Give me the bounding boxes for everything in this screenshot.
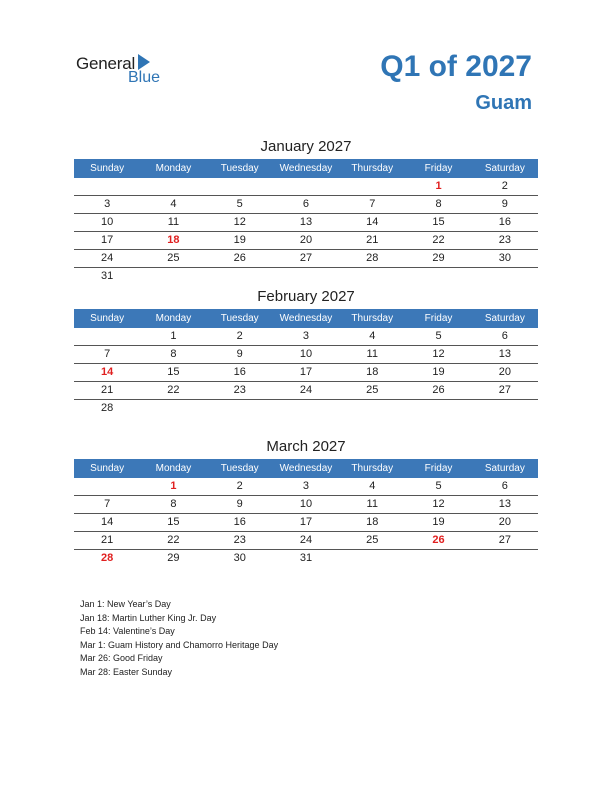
day-cell: 5 <box>435 330 442 342</box>
day-cell <box>339 268 405 285</box>
weekday-label: Thursday <box>351 463 394 474</box>
day-cell: 18 <box>167 234 180 246</box>
day-cell: 14 <box>101 366 114 378</box>
day-cell: 19 <box>432 516 445 528</box>
day-cell <box>140 400 206 417</box>
week-row <box>74 532 538 550</box>
month-march <box>74 437 538 567</box>
day-cell: 23 <box>233 384 246 396</box>
day-cell: 23 <box>498 234 511 246</box>
week-row <box>74 232 538 250</box>
day-cell: 1 <box>170 330 177 342</box>
day-cell: 3 <box>302 480 310 492</box>
day-cell: 17 <box>101 234 114 246</box>
day-cell: 2 <box>236 330 243 342</box>
day-cell <box>273 400 339 417</box>
week-row <box>74 496 538 514</box>
day-cell: 7 <box>369 198 376 210</box>
day-cell: 8 <box>435 198 442 210</box>
day-cell: 16 <box>233 366 246 378</box>
weekday-label: Tuesday <box>220 313 259 324</box>
day-cell: 29 <box>167 552 180 564</box>
holiday-note: Mar 1: Guam History and Chamorro Heritage Day <box>80 639 279 650</box>
weekday-label: Wednesday <box>279 163 333 174</box>
month-february <box>74 287 538 417</box>
day-cell: 13 <box>498 348 511 360</box>
holiday-note: Jan 1: New Year’s Day <box>80 599 171 609</box>
day-cell <box>273 178 339 195</box>
day-cell: 7 <box>104 498 111 510</box>
day-cell: 24 <box>299 534 313 546</box>
weekday-label: Friday <box>424 163 453 174</box>
day-cell <box>273 268 339 285</box>
week-row <box>74 400 538 417</box>
day-cell: 6 <box>501 480 508 492</box>
day-cell: 21 <box>101 384 114 396</box>
day-cell: 31 <box>299 552 313 564</box>
day-cell <box>207 178 273 195</box>
weekday-header <box>74 309 538 328</box>
day-cell: 30 <box>498 252 511 264</box>
day-cell: 1 <box>435 180 442 192</box>
week-row <box>74 550 538 567</box>
day-cell: 16 <box>233 516 246 528</box>
weekday-header <box>74 159 538 178</box>
day-cell: 2 <box>236 480 243 492</box>
day-cell: 21 <box>366 234 379 246</box>
day-cell: 25 <box>366 384 379 396</box>
day-cell: 26 <box>432 534 445 546</box>
day-cell <box>74 478 140 495</box>
logo-general-text: General <box>76 54 136 73</box>
day-cell <box>405 550 471 567</box>
day-cell: 16 <box>498 216 511 228</box>
day-cell: 23 <box>233 534 246 546</box>
day-cell: 27 <box>299 252 313 264</box>
day-cell: 19 <box>432 366 445 378</box>
day-cell: 11 <box>366 498 378 510</box>
month-title: March 2027 <box>266 438 346 455</box>
day-cell: 1 <box>170 480 177 492</box>
day-cell: 3 <box>104 198 111 210</box>
day-cell: 21 <box>101 534 114 546</box>
day-cell: 2 <box>501 180 508 192</box>
day-cell: 28 <box>366 252 379 264</box>
day-cell <box>405 400 471 417</box>
weekday-label: Sunday <box>90 163 125 174</box>
day-cell: 17 <box>299 516 313 528</box>
day-cell <box>140 178 206 195</box>
month-title: January 2027 <box>260 138 352 155</box>
day-cell: 13 <box>498 498 511 510</box>
day-cell <box>339 400 405 417</box>
day-cell: 17 <box>299 366 313 378</box>
day-cell: 10 <box>299 498 313 510</box>
day-cell: 24 <box>299 384 313 396</box>
week-row <box>74 196 538 214</box>
day-cell: 20 <box>498 516 511 528</box>
week-row <box>74 478 538 496</box>
day-cell: 26 <box>233 252 246 264</box>
day-cell: 12 <box>432 498 445 510</box>
day-cell: 28 <box>101 402 114 414</box>
week-row <box>74 268 538 285</box>
week-row <box>74 178 538 196</box>
day-cell: 29 <box>432 252 445 264</box>
day-cell <box>74 178 140 195</box>
weekday-label: Friday <box>424 463 453 474</box>
day-cell: 18 <box>366 366 379 378</box>
day-cell: 3 <box>302 330 310 342</box>
week-row <box>74 382 538 400</box>
day-cell: 11 <box>366 348 378 360</box>
day-cell <box>207 400 273 417</box>
day-cell: 8 <box>170 348 177 360</box>
day-cell: 22 <box>432 234 445 246</box>
logo-triangle-icon <box>138 54 150 70</box>
day-cell: 28 <box>101 552 114 564</box>
week-row <box>74 214 538 232</box>
day-cell: 20 <box>498 366 511 378</box>
weekday-label: Monday <box>155 163 192 174</box>
day-cell <box>405 268 471 285</box>
weekday-label: Sunday <box>90 313 125 324</box>
day-cell <box>339 178 405 195</box>
day-cell: 30 <box>233 552 246 564</box>
weekday-label: Thursday <box>351 313 394 324</box>
day-cell: 14 <box>366 216 379 228</box>
day-cell: 31 <box>101 270 114 282</box>
weekday-label: Monday <box>155 463 192 474</box>
day-cell: 9 <box>501 198 508 210</box>
day-cell: 27 <box>498 534 511 546</box>
day-cell: 26 <box>432 384 445 396</box>
day-cell: 4 <box>369 480 376 492</box>
weekday-label: Sunday <box>90 463 125 474</box>
holiday-note: Mar 28: Easter Sunday <box>80 666 173 677</box>
weekday-label: Wednesday <box>279 463 333 474</box>
day-cell <box>339 550 405 567</box>
weekday-label: Saturday <box>484 163 525 174</box>
weekday-label: Friday <box>424 313 453 324</box>
day-cell: 15 <box>432 216 445 228</box>
day-cell: 10 <box>299 348 313 360</box>
day-cell: 12 <box>432 348 445 360</box>
logo-blue-text: Blue <box>128 69 161 86</box>
weekday-label: Saturday <box>484 313 525 324</box>
day-cell: 20 <box>299 234 313 246</box>
week-row <box>74 250 538 268</box>
day-cell: 12 <box>233 216 246 228</box>
weekday-label: Wednesday <box>279 313 333 324</box>
weekday-label: Tuesday <box>220 463 259 474</box>
day-cell: 9 <box>236 348 243 360</box>
day-cell: 14 <box>101 516 114 528</box>
week-row <box>74 328 538 346</box>
day-cell <box>140 268 206 285</box>
week-row <box>74 514 538 532</box>
day-cell: 13 <box>299 216 313 228</box>
day-cell: 8 <box>170 498 177 510</box>
day-cell: 6 <box>302 198 310 210</box>
day-cell <box>472 550 538 567</box>
day-cell: 15 <box>167 516 180 528</box>
day-cell: 27 <box>498 384 511 396</box>
month-january <box>74 137 538 285</box>
day-cell <box>74 328 140 345</box>
day-cell: 22 <box>167 384 180 396</box>
day-cell: 11 <box>167 216 180 228</box>
day-cell: 4 <box>369 330 376 342</box>
weekday-label: Thursday <box>351 163 394 174</box>
holiday-note: Mar 26: Good Friday <box>80 653 163 663</box>
weekday-header <box>74 459 538 478</box>
month-title: February 2027 <box>257 288 355 305</box>
weekday-label: Saturday <box>484 463 525 474</box>
week-row <box>74 364 538 382</box>
day-cell: 4 <box>170 198 177 210</box>
weekday-label: Monday <box>155 313 192 324</box>
logo <box>76 52 176 88</box>
day-cell: 24 <box>101 252 114 264</box>
day-cell: 9 <box>236 498 243 510</box>
day-cell <box>472 400 538 417</box>
holiday-notes <box>80 598 278 679</box>
day-cell: 18 <box>366 516 379 528</box>
day-cell <box>472 268 538 285</box>
holiday-note: Feb 14: Valentine’s Day <box>80 626 175 636</box>
day-cell: 25 <box>167 252 180 264</box>
day-cell <box>207 268 273 285</box>
day-cell: 5 <box>236 198 243 210</box>
weekday-label: Tuesday <box>220 163 259 174</box>
week-row <box>74 346 538 364</box>
day-cell: 5 <box>435 480 442 492</box>
day-cell: 7 <box>104 348 111 360</box>
page-title: Q1 of 2027 <box>380 50 532 83</box>
day-cell: 19 <box>233 234 246 246</box>
day-cell: 15 <box>167 366 180 378</box>
holiday-note: Jan 18: Martin Luther King Jr. Day <box>80 612 217 623</box>
day-cell: 10 <box>101 216 114 228</box>
day-cell: 6 <box>501 330 508 342</box>
day-cell: 25 <box>366 534 379 546</box>
region-title: Guam <box>475 92 532 114</box>
day-cell: 22 <box>167 534 180 546</box>
